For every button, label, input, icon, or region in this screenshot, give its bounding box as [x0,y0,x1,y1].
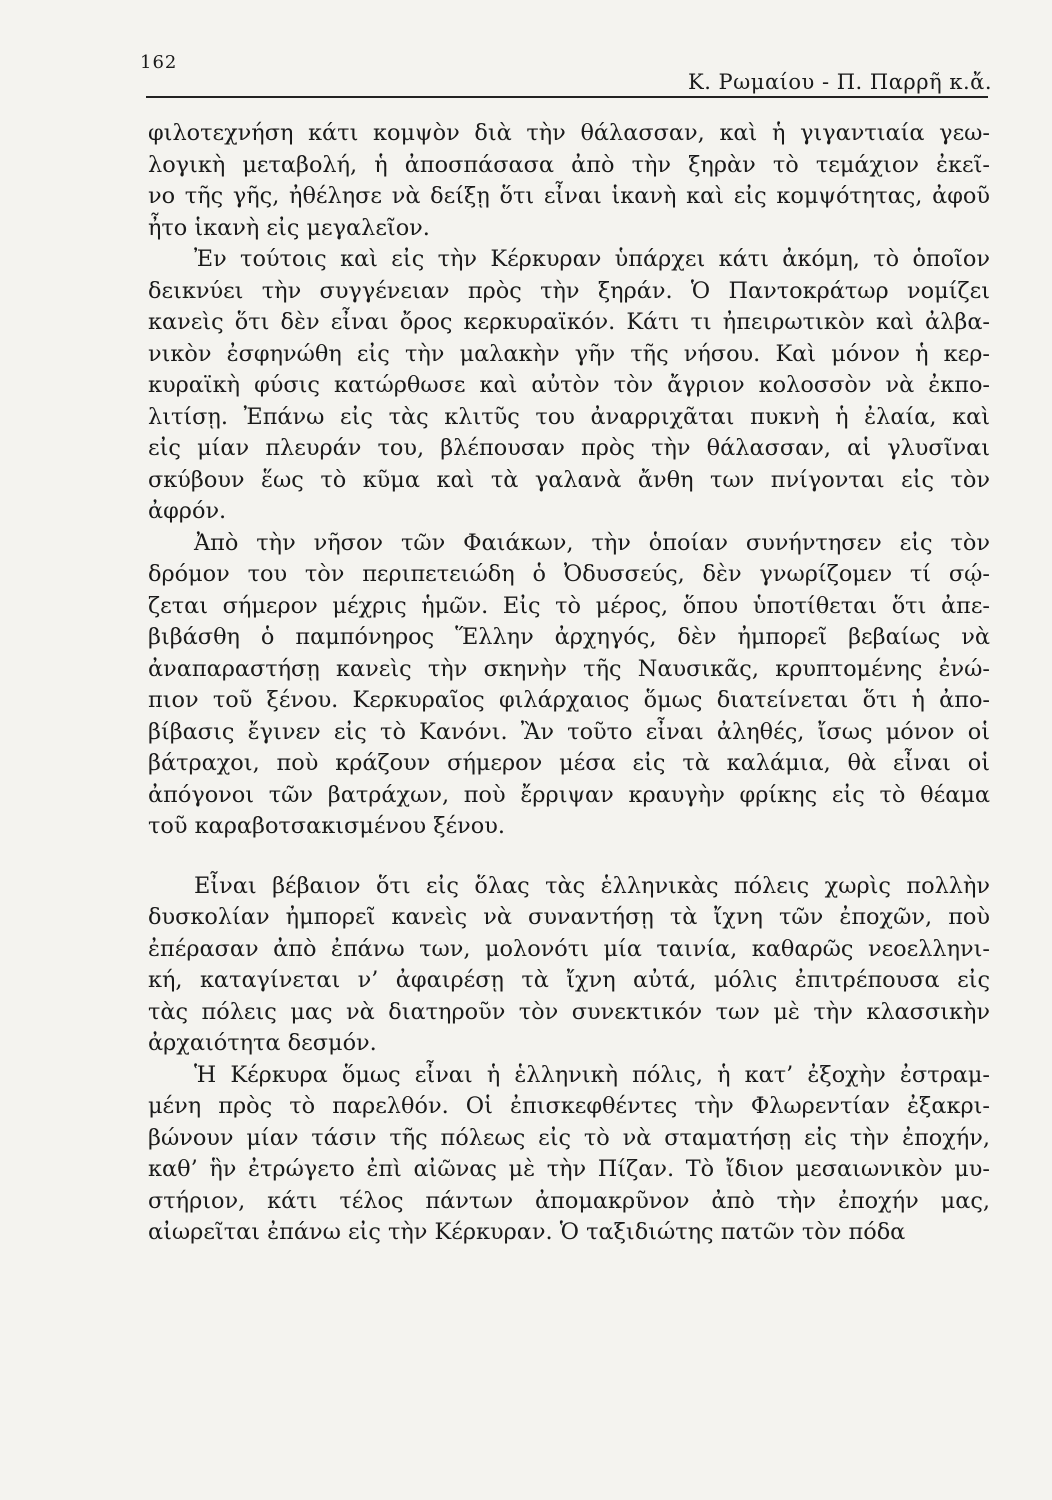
paragraph [148,871,990,1060]
paragraph [148,1060,990,1249]
text-line: τὰς πόλεις μας νὰ διατηροῦν τὸν συνεκτικόν των μὲ τὴν κλασσικὴν [148,998,990,1025]
text-line: ἀναπαραστήσῃ κανεὶς τὴν σκηνὴν τῆς Ναυσικᾶς, κρυπτομένης ἐνώ- [148,655,990,682]
paragraph [148,528,990,843]
text-line: δρόμον του τὸν περιπετειώδη ὁ Ὀδυσσεύς, δὲν γνωρίζομεν τί σῴ- [148,561,990,587]
text-line: Ἐν τούτοις καὶ εἰς τὴν Κέρκυραν ὑπάρχει κάτι ἀκόμη, τὸ ὁποῖον [194,246,990,272]
text-line: λιτίσῃ. Ἐπάνω εἰς τὰς κλιτῦς του ἀναρριχᾶται πυκνὴ ἡ ἐλαία, καὶ [148,403,990,430]
text-line: Ἡ Κέρκυρα ὅμως εἶναι ἡ ἑλληνικὴ πόλις, ἡ κατ’ ἐξοχὴν ἐστραμ- [194,1061,990,1088]
text-line: στήριον, κάτι τέλος πάντων ἀπομακρῦνον ἀπὸ τὴν ἐποχήν μας, [148,1187,990,1214]
page-number: 162 [140,52,178,73]
header-rule [146,96,988,98]
text-line: Ἀπὸ τὴν νῆσον τῶν Φαιάκων, τὴν ὁποίαν συνήντησεν εἰς τὸν [194,529,990,556]
text-line: σκύβουν ἕως τὸ κῦμα καὶ τὰ γαλανὰ ἄνθη των πνίγονται εἰς τὸν [148,466,990,493]
page-header [140,52,992,96]
text-line: νο τῆς γῆς, ἠθέλησε νὰ δείξῃ ὅτι εἶναι ἱκανὴ καὶ εἰς κομψότητας, ἀφοῦ [148,183,990,209]
text-line: δυσκολίαν ἠμπορεῖ κανεὶς νὰ συναντήσῃ τὰ ἴχνη τῶν ἐποχῶν, ποὺ [148,904,990,930]
text-line: λογικὴ μεταβολή, ἡ ἀποσπάσασα ἀπὸ τὴν ξηρὰν τὸ τεμάχιον ἐκεῖ- [148,151,990,178]
text-line: ἐπέρασαν ἀπὸ ἐπάνω των, μολονότι μία ταινία, καθαρῶς νεοελληνι- [148,935,990,962]
text-line: ἦτο ἱκανὴ εἰς μεγαλεῖον. [148,214,430,241]
text-line: βίβασις ἔγινεν εἰς τὸ Κανόνι. Ἂν τοῦτο εἶναι ἀληθές, ἴσως μόνον οἱ [148,718,990,745]
text-line: ἀρχαιότητα δεσμόν. [148,1030,377,1056]
text-line: βάτραχοι, ποὺ κράζουν σήμερον μέσα εἰς τὰ καλάμια, θὰ εἶναι οἱ [148,750,990,776]
text-line: εἰς μίαν πλευράν του, βλέπουσαν πρὸς τὴν θάλασσαν, αἱ γλυσῖναι [148,435,990,461]
text-line: βώνουν μίαν τάσιν τῆς πόλεως εἰς τὸ νὰ σταματήσῃ εἰς τὴν ἐποχήν, [148,1124,990,1151]
text-line: βιβάσθη ὁ παμπόνηρος Ἕλλην ἀρχηγός, δὲν ἠμπορεῖ βεβαίως νὰ [148,624,990,650]
text-line: ζεται σήμερον μέχρις ἡμῶν. Εἰς τὸ μέρος, ὅπου ὑποτίθεται ὅτι ἀπε- [148,592,990,619]
text-line: φιλοτεχνήση κάτι κομψὸν διὰ τὴν θάλασσαν, καὶ ἡ γιγαντιαία γεω- [148,120,990,146]
paragraph [148,118,990,244]
paragraph [148,244,990,528]
text-line: νικὸν ἐσφηνώθη εἰς τὴν μαλακὴν γῆν τῆς νήσου. Καὶ μόνον ἡ κερ- [148,340,990,367]
text-line: ἀπόγονοι τῶν βατράχων, ποὺ ἔρριψαν κραυγὴν φρίκης εἰς τὸ θέαμα [148,781,990,808]
text-line: κυραϊκὴ φύσις κατώρθωσε καὶ αὐτὸν τὸν ἄγριον κολοσσὸν νὰ ἐκπο- [148,372,990,398]
text-line: Εἶναι βέβαιον ὅτι εἰς ὅλας τὰς ἑλληνικὰς πόλεις χωρὶς πολλὴν [194,872,990,899]
section-gap [148,843,990,871]
text-line: κή, καταγίνεται ν’ ἀφαιρέσῃ τὰ ἴχνη αὐτά, μόλις ἐπιτρέπουσα εἰς [148,967,990,993]
text-line: τοῦ καραβοτσακισμένου ξένου. [148,813,505,839]
text-line: μένη πρὸς τὸ παρελθόν. Οἱ ἐπισκεφθέντες τὴν Φλωρεντίαν ἐξακρι- [148,1093,990,1119]
running-head: Κ. Ρωμαίου - Π. Παρρῆ κ.ἄ. [688,70,992,94]
text-line: αἰωρεῖται ἐπάνω εἰς τὴν Κέρκυραν. Ὁ ταξιδιώτης πατῶν τὸν πόδα [148,1219,906,1245]
text-line: δεικνύει τὴν συγγένειαν πρὸς τὴν ξηράν. Ὁ Παντοκράτωρ νομίζει [148,277,990,304]
page-body [148,118,990,1249]
text-line: πιον τοῦ ξένου. Κερκυραῖος φιλάρχαιος ὅμως διατείνεται ὅτι ἡ ἀπο- [148,687,990,713]
text-line: καθ’ ἣν ἐτρώγετο ἐπὶ αἰῶνας μὲ τὴν Πίζαν. Τὸ ἴδιον μεσαιωνικὸν μυ- [148,1156,990,1182]
text-line: κανεὶς ὅτι δὲν εἶναι ὄρος κερκυραϊκόν. Κάτι τι ἠπειρωτικὸν καὶ ἀλβα- [148,309,990,335]
text-line: ἀφρόν. [148,498,227,524]
